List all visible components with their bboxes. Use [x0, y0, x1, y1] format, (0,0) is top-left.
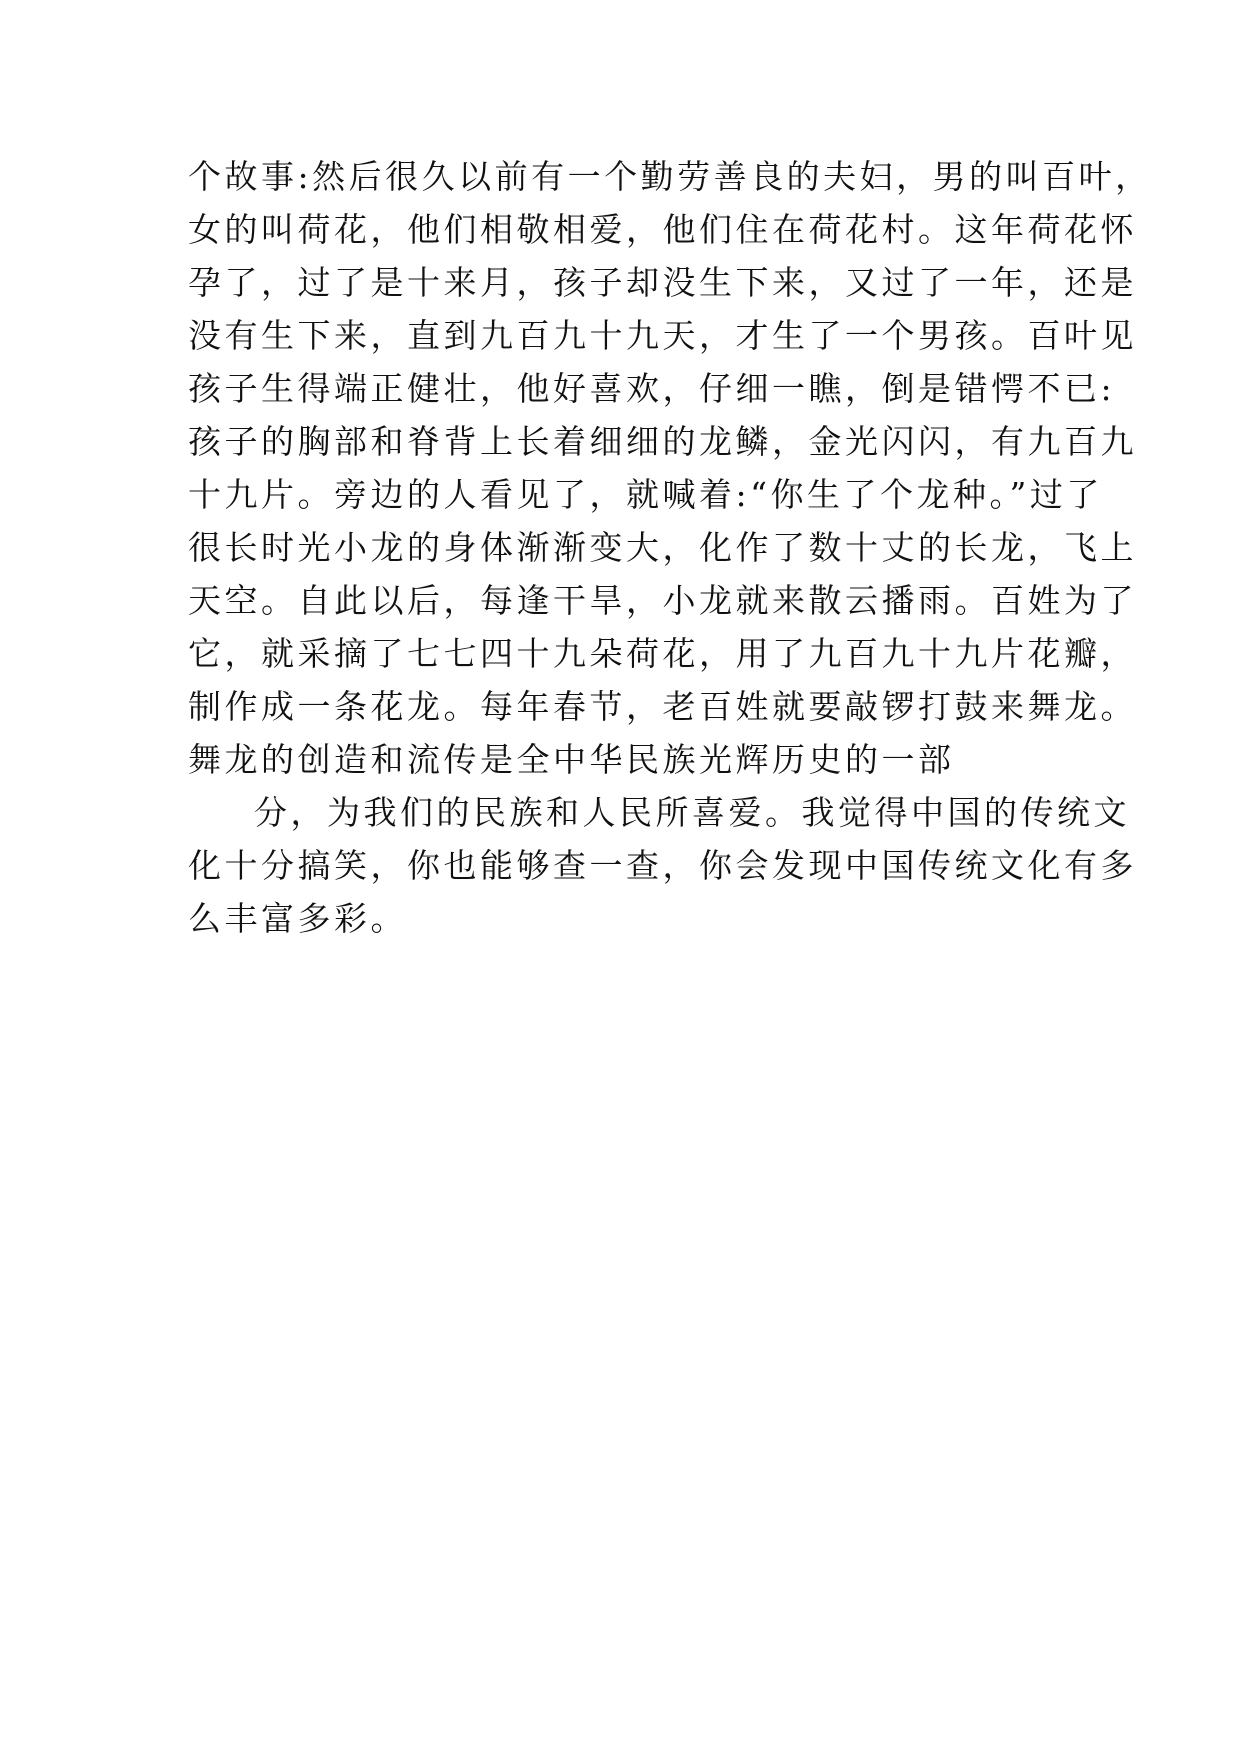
- text-line-indented: 分，为我们的民族和人民所喜爱。我觉得中国的传统文: [254, 793, 1130, 832]
- text-line: 化十分搞笑，你也能够查一查，你会发现中国传统文化有多: [188, 846, 1137, 885]
- text-line: 它，就采摘了七七四十九朵荷花，用了九百九十九片花瓣，: [188, 634, 1137, 673]
- text-line: 孩子的胸部和脊背上长着细细的龙鳞，金光闪闪，有九百九: [188, 422, 1137, 461]
- text-line: 孩子生得端正健壮，他好喜欢，仔细一瞧，倒是错愕不已:: [188, 369, 1116, 408]
- text-line: 个故事:然后很久以前有一个勤劳善良的夫妇，男的叫百叶，: [188, 157, 1152, 196]
- text-line: 么丰富多彩。: [188, 899, 407, 938]
- text-line: 很长时光小龙的身体渐渐变大，化作了数十丈的长龙，飞上: [188, 528, 1137, 567]
- text-line: 天空。自此以后，每逢干旱，小龙就来散云播雨。百姓为了: [188, 581, 1137, 620]
- body-text: [188, 150, 1152, 945]
- text-line: 制作成一条花龙。每年春节，老百姓就要敲锣打鼓来舞龙。: [188, 687, 1137, 726]
- text-line: 孕了，过了是十来月，孩子却没生下来，又过了一年，还是: [188, 263, 1137, 302]
- text-line: 女的叫荷花，他们相敬相爱，他们住在荷花村。这年荷花怀: [188, 210, 1137, 249]
- text-line: 没有生下来，直到九百九十九天，才生了一个男孩。百叶见: [188, 316, 1137, 355]
- text-line: 舞龙的创造和流传是全中华民族光辉历史的一部: [188, 740, 955, 779]
- text-line: 十九片。旁边的人看见了，就喊着:“你生了个龙种。”过了: [188, 475, 1103, 514]
